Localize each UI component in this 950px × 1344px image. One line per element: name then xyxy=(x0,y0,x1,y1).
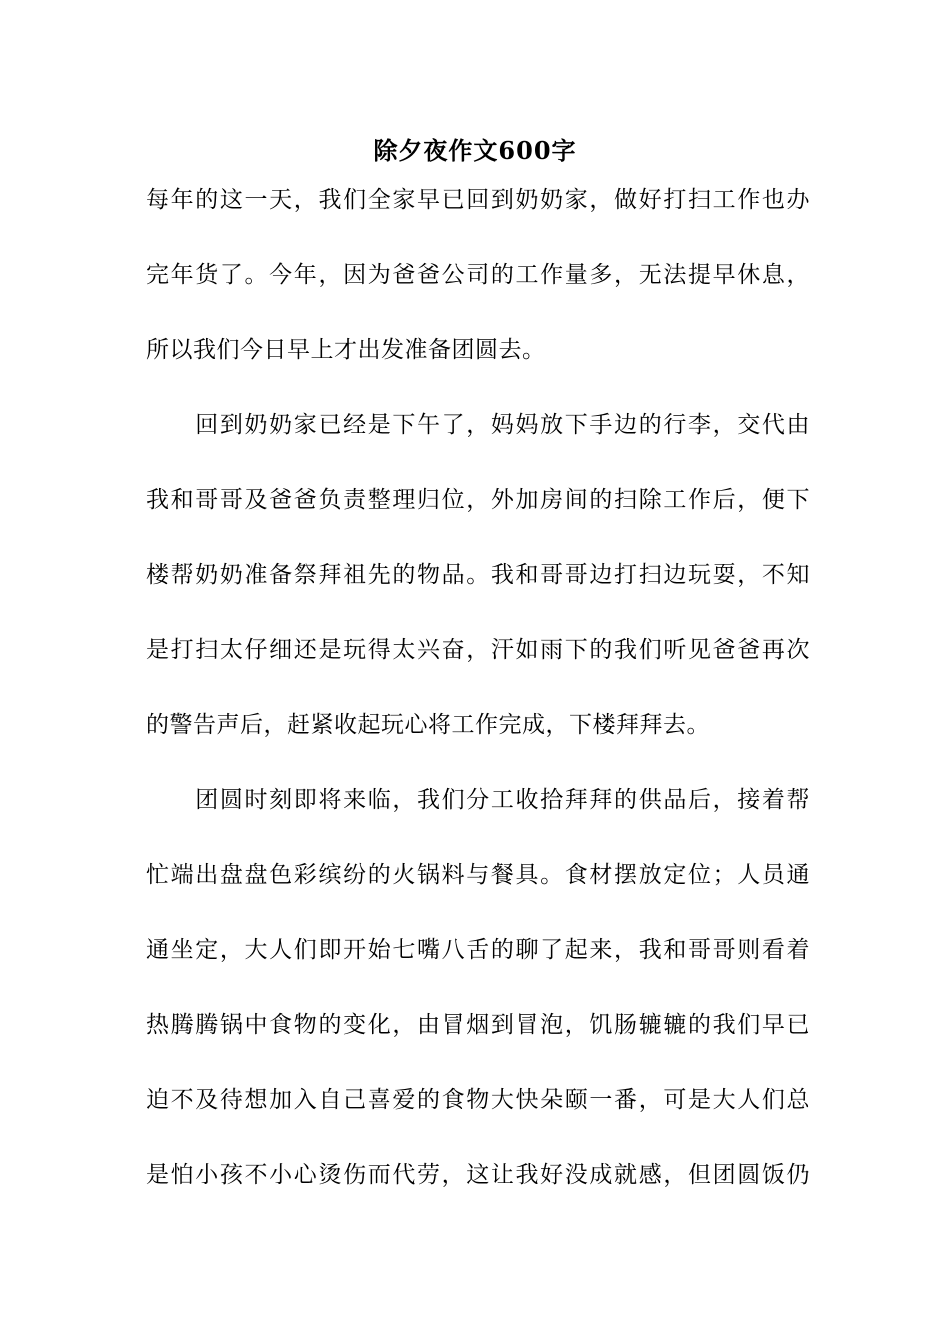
text-line-7: 是打扫太仔细还是玩得太兴奋，汗如雨下的我们听见爸爸再次 xyxy=(146,637,810,663)
text-line-10: 忙端出盘盘色彩缤纷的火锅料与餐具。食材摆放定位；人员通 xyxy=(146,862,810,888)
text-line-6: 楼帮奶奶准备祭拜祖先的物品。我和哥哥边打扫边玩耍，不知 xyxy=(146,562,810,588)
text-line-1: 每年的这一天，我们全家早已回到奶奶家，做好打扫工作也办 xyxy=(146,187,810,213)
document-title: 除夕夜作文600字 xyxy=(373,136,577,165)
text-line-8: 的警告声后，赶紧收起玩心将工作完成，下楼拜拜去。 xyxy=(146,712,710,738)
text-line-14: 是怕小孩不小心烫伤而代劳，这让我好没成就感，但团圆饭仍 xyxy=(146,1162,810,1188)
text-line-11: 通坐定，大人们即开始七嘴八舌的聊了起来，我和哥哥则看着 xyxy=(146,937,810,963)
text-line-13: 迫不及待想加入自己喜爱的食物大快朵颐一番，可是大人们总 xyxy=(146,1087,810,1113)
text-line-12: 热腾腾锅中食物的变化，由冒烟到冒泡，饥肠辘辘的我们早已 xyxy=(146,1012,810,1038)
text-line-2: 完年货了。今年，因为爸爸公司的工作量多，无法提早休息， xyxy=(146,262,810,288)
text-line-9: 团圆时刻即将来临，我们分工收拾拜拜的供品后，接着帮 xyxy=(146,787,810,813)
text-line-3: 所以我们今日早上才出发准备团圆去。 xyxy=(146,337,546,363)
text-line-4: 回到奶奶家已经是下午了，妈妈放下手边的行李，交代由 xyxy=(146,412,810,438)
text-line-5: 我和哥哥及爸爸负责整理归位，外加房间的扫除工作后，便下 xyxy=(146,487,810,513)
